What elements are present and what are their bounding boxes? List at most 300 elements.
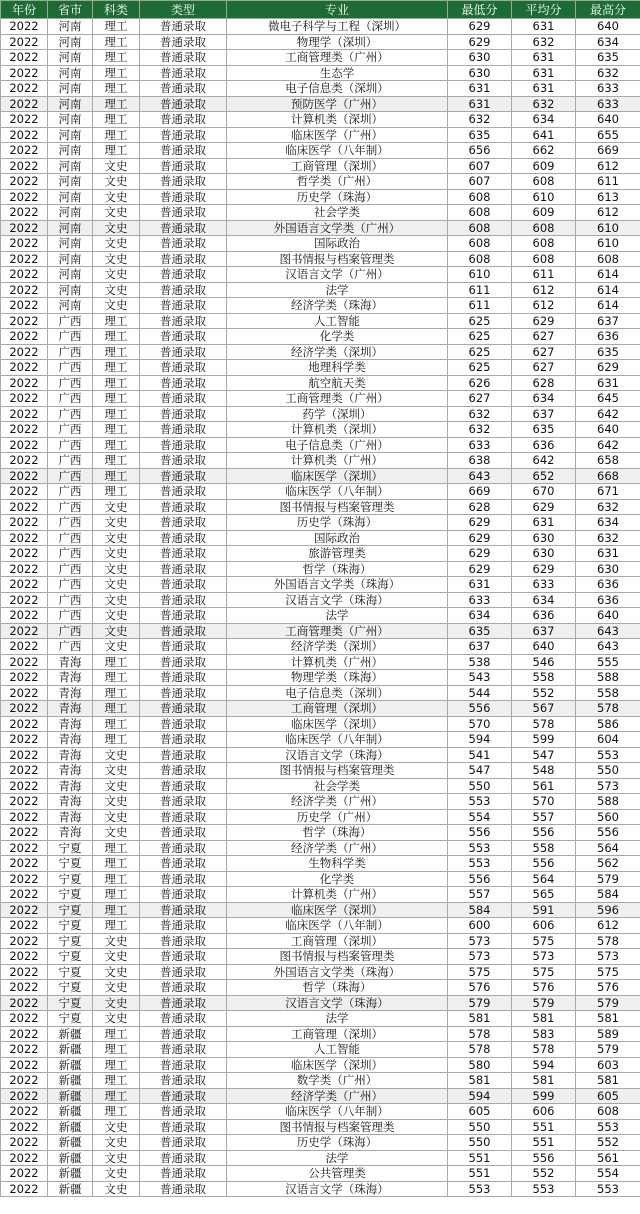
cell-subject: 理工 xyxy=(93,856,140,872)
table-row xyxy=(1,344,640,360)
cell-subject: 理工 xyxy=(93,1057,140,1073)
cell-major: 生态学 xyxy=(227,65,448,81)
header-major: 专业 xyxy=(227,1,448,19)
cell-max-score: 642 xyxy=(576,437,640,453)
cell-province: 新疆 xyxy=(48,1088,93,1104)
cell-min-score: 556 xyxy=(448,825,512,841)
cell-min-score: 669 xyxy=(448,484,512,500)
cell-type: 普通录取 xyxy=(140,778,227,794)
cell-year: 2022 xyxy=(1,112,48,128)
cell-avg-score: 565 xyxy=(512,887,576,903)
cell-major: 物理学（深圳） xyxy=(227,34,448,50)
cell-year: 2022 xyxy=(1,267,48,283)
table-row xyxy=(1,794,640,810)
cell-year: 2022 xyxy=(1,546,48,562)
cell-min-score: 553 xyxy=(448,840,512,856)
cell-max-score: 636 xyxy=(576,577,640,593)
cell-avg-score: 630 xyxy=(512,546,576,562)
cell-avg-score: 558 xyxy=(512,670,576,686)
cell-province: 宁夏 xyxy=(48,949,93,965)
cell-type: 普通录取 xyxy=(140,375,227,391)
cell-major: 微电子科学与工程（深圳） xyxy=(227,19,448,35)
cell-year: 2022 xyxy=(1,685,48,701)
cell-max-score: 632 xyxy=(576,65,640,81)
cell-type: 普通录取 xyxy=(140,65,227,81)
cell-year: 2022 xyxy=(1,344,48,360)
cell-avg-score: 634 xyxy=(512,592,576,608)
cell-type: 普通录取 xyxy=(140,530,227,546)
cell-min-score: 578 xyxy=(448,1042,512,1058)
cell-province: 河南 xyxy=(48,174,93,190)
cell-major: 法学 xyxy=(227,608,448,624)
cell-max-score: 630 xyxy=(576,561,640,577)
cell-min-score: 629 xyxy=(448,515,512,531)
cell-subject: 理工 xyxy=(93,685,140,701)
cell-province: 宁夏 xyxy=(48,840,93,856)
cell-province: 青海 xyxy=(48,716,93,732)
cell-type: 普通录取 xyxy=(140,298,227,314)
cell-min-score: 656 xyxy=(448,143,512,159)
cell-major: 哲学（珠海） xyxy=(227,561,448,577)
cell-major: 经济学类（广州） xyxy=(227,1088,448,1104)
cell-min-score: 611 xyxy=(448,282,512,298)
cell-avg-score: 581 xyxy=(512,1073,576,1089)
cell-major: 国际政治 xyxy=(227,236,448,252)
cell-min-score: 611 xyxy=(448,298,512,314)
cell-max-score: 581 xyxy=(576,1011,640,1027)
cell-major: 汉语言文学（珠海） xyxy=(227,1181,448,1197)
cell-min-score: 607 xyxy=(448,158,512,174)
cell-min-score: 580 xyxy=(448,1057,512,1073)
cell-major: 工商管理（深圳） xyxy=(227,933,448,949)
cell-type: 普通录取 xyxy=(140,716,227,732)
cell-max-score: 561 xyxy=(576,1150,640,1166)
cell-major: 临床医学（广州） xyxy=(227,127,448,143)
cell-major: 经济学类（深圳） xyxy=(227,639,448,655)
cell-avg-score: 631 xyxy=(512,50,576,66)
cell-year: 2022 xyxy=(1,964,48,980)
cell-year: 2022 xyxy=(1,732,48,748)
cell-max-score: 643 xyxy=(576,639,640,655)
cell-type: 普通录取 xyxy=(140,1135,227,1151)
cell-max-score: 578 xyxy=(576,701,640,717)
cell-major: 汉语言文学（珠海） xyxy=(227,995,448,1011)
cell-max-score: 614 xyxy=(576,298,640,314)
table-row xyxy=(1,1104,640,1120)
table-row xyxy=(1,530,640,546)
cell-major: 公共管理类 xyxy=(227,1166,448,1182)
cell-avg-score: 633 xyxy=(512,577,576,593)
cell-type: 普通录取 xyxy=(140,701,227,717)
cell-subject: 理工 xyxy=(93,391,140,407)
cell-max-score: 589 xyxy=(576,1026,640,1042)
cell-major: 历史学（珠海） xyxy=(227,189,448,205)
cell-min-score: 610 xyxy=(448,267,512,283)
table-body xyxy=(1,19,640,1197)
cell-year: 2022 xyxy=(1,887,48,903)
cell-max-score: 555 xyxy=(576,654,640,670)
cell-min-score: 538 xyxy=(448,654,512,670)
cell-max-score: 612 xyxy=(576,205,640,221)
cell-max-score: 635 xyxy=(576,50,640,66)
cell-major: 临床医学（八年制） xyxy=(227,732,448,748)
table-row xyxy=(1,1042,640,1058)
cell-subject: 文史 xyxy=(93,949,140,965)
cell-type: 普通录取 xyxy=(140,468,227,484)
cell-subject: 文史 xyxy=(93,933,140,949)
cell-avg-score: 608 xyxy=(512,251,576,267)
cell-max-score: 603 xyxy=(576,1057,640,1073)
cell-type: 普通录取 xyxy=(140,1166,227,1182)
cell-type: 普通录取 xyxy=(140,747,227,763)
table-row xyxy=(1,701,640,717)
cell-year: 2022 xyxy=(1,530,48,546)
cell-province: 新疆 xyxy=(48,1119,93,1135)
cell-subject: 文史 xyxy=(93,1150,140,1166)
cell-max-score: 552 xyxy=(576,1135,640,1151)
cell-major: 图书情报与档案管理类 xyxy=(227,251,448,267)
cell-max-score: 553 xyxy=(576,1119,640,1135)
cell-province: 广西 xyxy=(48,437,93,453)
cell-max-score: 550 xyxy=(576,763,640,779)
cell-type: 普通录取 xyxy=(140,453,227,469)
cell-min-score: 631 xyxy=(448,577,512,593)
cell-subject: 文史 xyxy=(93,561,140,577)
cell-year: 2022 xyxy=(1,577,48,593)
cell-major: 哲学类（广州） xyxy=(227,174,448,190)
cell-type: 普通录取 xyxy=(140,794,227,810)
cell-avg-score: 557 xyxy=(512,809,576,825)
cell-min-score: 553 xyxy=(448,794,512,810)
cell-subject: 文史 xyxy=(93,623,140,639)
table-row xyxy=(1,561,640,577)
cell-province: 广西 xyxy=(48,484,93,500)
cell-min-score: 608 xyxy=(448,251,512,267)
cell-year: 2022 xyxy=(1,856,48,872)
cell-subject: 文史 xyxy=(93,1011,140,1027)
cell-min-score: 625 xyxy=(448,344,512,360)
cell-major: 历史学（广州） xyxy=(227,809,448,825)
cell-year: 2022 xyxy=(1,127,48,143)
cell-avg-score: 578 xyxy=(512,1042,576,1058)
cell-avg-score: 552 xyxy=(512,1166,576,1182)
cell-major: 法学 xyxy=(227,282,448,298)
cell-major: 工商管理（深圳） xyxy=(227,158,448,174)
cell-subject: 文史 xyxy=(93,809,140,825)
cell-major: 哲学（珠海） xyxy=(227,825,448,841)
cell-major: 计算机类（深圳） xyxy=(227,112,448,128)
cell-avg-score: 631 xyxy=(512,81,576,97)
cell-major: 临床医学（八年制） xyxy=(227,1104,448,1120)
cell-max-score: 573 xyxy=(576,949,640,965)
cell-province: 河南 xyxy=(48,189,93,205)
cell-avg-score: 627 xyxy=(512,329,576,345)
cell-year: 2022 xyxy=(1,189,48,205)
cell-avg-score: 608 xyxy=(512,220,576,236)
cell-major: 历史学（珠海） xyxy=(227,1135,448,1151)
cell-major: 历史学（珠海） xyxy=(227,515,448,531)
cell-avg-score: 635 xyxy=(512,422,576,438)
cell-major: 药学（深圳） xyxy=(227,406,448,422)
cell-province: 广西 xyxy=(48,608,93,624)
cell-province: 河南 xyxy=(48,112,93,128)
cell-type: 普通录取 xyxy=(140,1088,227,1104)
table-row xyxy=(1,623,640,639)
cell-min-score: 635 xyxy=(448,127,512,143)
cell-year: 2022 xyxy=(1,205,48,221)
cell-major: 外国语言文学类（珠海） xyxy=(227,577,448,593)
cell-avg-score: 599 xyxy=(512,732,576,748)
cell-type: 普通录取 xyxy=(140,654,227,670)
cell-province: 青海 xyxy=(48,778,93,794)
cell-subject: 文史 xyxy=(93,174,140,190)
cell-subject: 文史 xyxy=(93,577,140,593)
cell-avg-score: 610 xyxy=(512,189,576,205)
cell-year: 2022 xyxy=(1,778,48,794)
cell-province: 河南 xyxy=(48,65,93,81)
cell-subject: 理工 xyxy=(93,50,140,66)
cell-province: 河南 xyxy=(48,158,93,174)
cell-min-score: 632 xyxy=(448,422,512,438)
cell-avg-score: 637 xyxy=(512,623,576,639)
cell-avg-score: 583 xyxy=(512,1026,576,1042)
cell-type: 普通录取 xyxy=(140,112,227,128)
cell-province: 宁夏 xyxy=(48,980,93,996)
cell-avg-score: 629 xyxy=(512,313,576,329)
cell-year: 2022 xyxy=(1,1042,48,1058)
cell-province: 宁夏 xyxy=(48,1011,93,1027)
table-row xyxy=(1,1181,640,1197)
cell-year: 2022 xyxy=(1,763,48,779)
cell-year: 2022 xyxy=(1,34,48,50)
cell-max-score: 635 xyxy=(576,344,640,360)
header-type: 类型 xyxy=(140,1,227,19)
cell-major: 计算机类（广州） xyxy=(227,453,448,469)
table-row xyxy=(1,654,640,670)
cell-max-score: 579 xyxy=(576,1042,640,1058)
table-row xyxy=(1,437,640,453)
table-row xyxy=(1,468,640,484)
cell-year: 2022 xyxy=(1,453,48,469)
cell-min-score: 629 xyxy=(448,34,512,50)
table-row xyxy=(1,422,640,438)
cell-major: 人工智能 xyxy=(227,313,448,329)
cell-avg-score: 634 xyxy=(512,391,576,407)
cell-avg-score: 579 xyxy=(512,995,576,1011)
table-row xyxy=(1,267,640,283)
cell-province: 广西 xyxy=(48,577,93,593)
cell-type: 普通录取 xyxy=(140,267,227,283)
cell-avg-score: 640 xyxy=(512,639,576,655)
cell-major: 经济学类（深圳） xyxy=(227,344,448,360)
cell-avg-score: 612 xyxy=(512,282,576,298)
cell-type: 普通录取 xyxy=(140,484,227,500)
cell-min-score: 594 xyxy=(448,732,512,748)
cell-type: 普通录取 xyxy=(140,670,227,686)
cell-year: 2022 xyxy=(1,236,48,252)
cell-major: 外国语言文学类（广州） xyxy=(227,220,448,236)
cell-year: 2022 xyxy=(1,933,48,949)
cell-subject: 文史 xyxy=(93,220,140,236)
cell-min-score: 579 xyxy=(448,995,512,1011)
cell-subject: 文史 xyxy=(93,763,140,779)
table-row xyxy=(1,34,640,50)
cell-type: 普通录取 xyxy=(140,763,227,779)
cell-type: 普通录取 xyxy=(140,282,227,298)
cell-min-score: 573 xyxy=(448,949,512,965)
cell-major: 工商管理类（广州） xyxy=(227,391,448,407)
cell-province: 新疆 xyxy=(48,1104,93,1120)
cell-year: 2022 xyxy=(1,282,48,298)
cell-year: 2022 xyxy=(1,329,48,345)
table-row xyxy=(1,205,640,221)
cell-min-score: 570 xyxy=(448,716,512,732)
cell-avg-score: 612 xyxy=(512,298,576,314)
cell-avg-score: 552 xyxy=(512,685,576,701)
cell-province: 宁夏 xyxy=(48,887,93,903)
cell-min-score: 625 xyxy=(448,360,512,376)
cell-major: 外国语言文学类（珠海） xyxy=(227,964,448,980)
cell-max-score: 612 xyxy=(576,158,640,174)
cell-province: 宁夏 xyxy=(48,918,93,934)
cell-subject: 理工 xyxy=(93,422,140,438)
cell-type: 普通录取 xyxy=(140,329,227,345)
cell-min-score: 600 xyxy=(448,918,512,934)
table-row xyxy=(1,639,640,655)
table-row xyxy=(1,298,640,314)
cell-year: 2022 xyxy=(1,19,48,35)
cell-province: 宁夏 xyxy=(48,964,93,980)
cell-subject: 理工 xyxy=(93,468,140,484)
cell-avg-score: 662 xyxy=(512,143,576,159)
cell-province: 青海 xyxy=(48,747,93,763)
cell-avg-score: 611 xyxy=(512,267,576,283)
cell-min-score: 594 xyxy=(448,1088,512,1104)
cell-avg-score: 564 xyxy=(512,871,576,887)
cell-min-score: 553 xyxy=(448,1181,512,1197)
cell-year: 2022 xyxy=(1,918,48,934)
cell-major: 图书情报与档案管理类 xyxy=(227,949,448,965)
cell-min-score: 608 xyxy=(448,205,512,221)
cell-year: 2022 xyxy=(1,1166,48,1182)
cell-min-score: 575 xyxy=(448,964,512,980)
cell-year: 2022 xyxy=(1,1011,48,1027)
cell-province: 青海 xyxy=(48,654,93,670)
cell-type: 普通录取 xyxy=(140,19,227,35)
cell-subject: 理工 xyxy=(93,732,140,748)
cell-subject: 理工 xyxy=(93,127,140,143)
cell-province: 青海 xyxy=(48,763,93,779)
cell-type: 普通录取 xyxy=(140,732,227,748)
cell-type: 普通录取 xyxy=(140,158,227,174)
cell-year: 2022 xyxy=(1,980,48,996)
cell-major: 国际政治 xyxy=(227,530,448,546)
cell-avg-score: 575 xyxy=(512,933,576,949)
table-row xyxy=(1,577,640,593)
cell-year: 2022 xyxy=(1,437,48,453)
cell-max-score: 633 xyxy=(576,96,640,112)
cell-max-score: 573 xyxy=(576,778,640,794)
cell-max-score: 553 xyxy=(576,747,640,763)
table-row xyxy=(1,716,640,732)
cell-min-score: 629 xyxy=(448,561,512,577)
cell-type: 普通录取 xyxy=(140,902,227,918)
cell-min-score: 643 xyxy=(448,468,512,484)
table-row xyxy=(1,763,640,779)
cell-max-score: 588 xyxy=(576,794,640,810)
cell-avg-score: 670 xyxy=(512,484,576,500)
cell-year: 2022 xyxy=(1,1026,48,1042)
cell-max-score: 581 xyxy=(576,1073,640,1089)
cell-year: 2022 xyxy=(1,1073,48,1089)
cell-min-score: 630 xyxy=(448,50,512,66)
cell-subject: 理工 xyxy=(93,1088,140,1104)
cell-type: 普通录取 xyxy=(140,515,227,531)
table-row xyxy=(1,360,640,376)
table-row xyxy=(1,546,640,562)
cell-subject: 文史 xyxy=(93,1119,140,1135)
table-row xyxy=(1,670,640,686)
cell-major: 图书情报与档案管理类 xyxy=(227,499,448,515)
cell-year: 2022 xyxy=(1,995,48,1011)
cell-province: 河南 xyxy=(48,127,93,143)
cell-subject: 理工 xyxy=(93,918,140,934)
cell-type: 普通录取 xyxy=(140,499,227,515)
table-row xyxy=(1,825,640,841)
cell-year: 2022 xyxy=(1,251,48,267)
cell-year: 2022 xyxy=(1,158,48,174)
cell-min-score: 547 xyxy=(448,763,512,779)
cell-type: 普通录取 xyxy=(140,995,227,1011)
cell-major: 地理科学类 xyxy=(227,360,448,376)
cell-subject: 理工 xyxy=(93,65,140,81)
table-row xyxy=(1,856,640,872)
cell-major: 汉语言文学（珠海） xyxy=(227,592,448,608)
cell-avg-score: 556 xyxy=(512,825,576,841)
cell-year: 2022 xyxy=(1,592,48,608)
table-row xyxy=(1,375,640,391)
cell-major: 经济学类（珠海） xyxy=(227,298,448,314)
cell-min-score: 553 xyxy=(448,856,512,872)
cell-year: 2022 xyxy=(1,96,48,112)
cell-major: 化学类 xyxy=(227,329,448,345)
cell-avg-score: 627 xyxy=(512,360,576,376)
cell-major: 经济学类（广州） xyxy=(227,794,448,810)
cell-province: 广西 xyxy=(48,530,93,546)
cell-major: 航空航天类 xyxy=(227,375,448,391)
cell-major: 临床医学（八年制） xyxy=(227,918,448,934)
cell-type: 普通录取 xyxy=(140,840,227,856)
cell-avg-score: 561 xyxy=(512,778,576,794)
cell-province: 新疆 xyxy=(48,1135,93,1151)
cell-year: 2022 xyxy=(1,654,48,670)
cell-province: 青海 xyxy=(48,825,93,841)
cell-province: 新疆 xyxy=(48,1166,93,1182)
cell-subject: 理工 xyxy=(93,670,140,686)
cell-major: 临床医学（八年制） xyxy=(227,484,448,500)
cell-max-score: 578 xyxy=(576,933,640,949)
cell-major: 临床医学（八年制） xyxy=(227,143,448,159)
cell-year: 2022 xyxy=(1,313,48,329)
cell-subject: 理工 xyxy=(93,1042,140,1058)
cell-year: 2022 xyxy=(1,794,48,810)
cell-max-score: 575 xyxy=(576,964,640,980)
cell-min-score: 581 xyxy=(448,1073,512,1089)
table-row xyxy=(1,174,640,190)
cell-major: 旅游管理类 xyxy=(227,546,448,562)
cell-type: 普通录取 xyxy=(140,1011,227,1027)
cell-avg-score: 599 xyxy=(512,1088,576,1104)
